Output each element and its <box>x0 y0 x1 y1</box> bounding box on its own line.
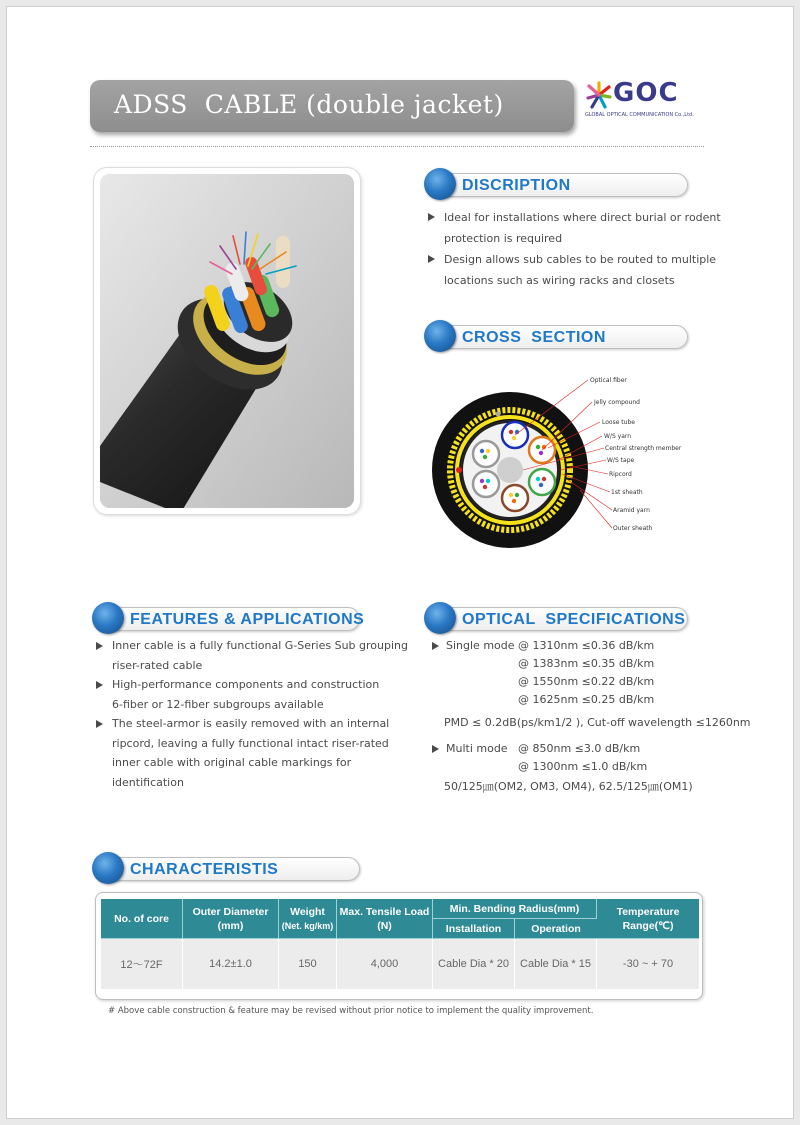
list-item: The steel-armor is easily removed with an internal ripcord, leaving a fully functional intact riser-rated inner cable with original cable markings for identification <box>90 714 408 792</box>
header-bullet-icon <box>92 852 124 884</box>
logo-subtitle: GLOBAL OPTICAL COMMUNICATION Co.,Ltd. <box>585 112 694 118</box>
cable-photo-frame <box>93 167 361 515</box>
header-installation: Installation <box>433 919 515 939</box>
cross-label: Ripcord <box>609 471 632 478</box>
cell-cores: 12～72F <box>101 939 183 989</box>
header-diameter: Outer Diameter (mm) <box>183 899 279 939</box>
triangle-bullet-icon <box>96 720 103 728</box>
cross-label: Jelly compound <box>594 399 640 406</box>
header-temperature: Temperature Range(℃) <box>597 899 699 939</box>
features-header <box>92 602 365 634</box>
triangle-bullet-icon <box>432 642 439 650</box>
cell-installation: Cable Dia * 20 <box>433 939 515 989</box>
table-row <box>101 939 699 989</box>
spec-value: @ 1383nm ≤0.35 dB/km <box>518 657 655 670</box>
characteristics-table <box>101 899 699 989</box>
divider <box>90 146 704 147</box>
cross-label: Optical fiber <box>590 377 627 384</box>
cross-label: W/S yarn <box>604 433 632 440</box>
cell-tensile: 4,000 <box>337 939 433 989</box>
single-mode-label: Single mode <box>446 639 515 652</box>
fiber-types: 50/125㎛(OM2, OM3, OM4), 62.5/125㎛(OM1) <box>444 780 693 793</box>
triangle-bullet-icon <box>432 745 439 753</box>
cross-label: Outer sheath <box>613 525 653 532</box>
spec-value: @ 850nm ≤3.0 dB/km <box>518 742 641 755</box>
cross-label: W/S tape <box>607 457 635 464</box>
cell-temperature: -30 ~ + 70 <box>597 939 699 989</box>
cross-section-heading: CROSS SECTION <box>462 329 606 346</box>
logo-name: GOC <box>613 78 679 108</box>
multi-mode-label: Multi mode <box>446 742 508 755</box>
spec-value: @ 1550nm ≤0.22 dB/km <box>518 675 655 688</box>
cross-label: Loose tube <box>602 419 635 426</box>
spec-value: @ 1625nm ≤0.25 dB/km <box>518 693 655 706</box>
cable-photo <box>100 174 354 508</box>
description-header <box>424 168 688 200</box>
list-item: High-performance components and construction 6-fiber or 12-fiber subgroups available <box>90 675 408 714</box>
cell-operation: Cable Dia * 15 <box>515 939 597 989</box>
features-heading: FEATURES & APPLICATIONS <box>130 611 365 628</box>
triangle-bullet-icon <box>428 255 435 263</box>
characteristics-table-frame <box>95 892 703 1000</box>
triangle-bullet-icon <box>96 642 103 650</box>
characteristics-header <box>92 852 360 884</box>
optical-header <box>424 602 688 634</box>
header-bullet-icon <box>424 602 456 634</box>
cross-section-diagram <box>430 370 690 550</box>
list-item: Inner cable is a fully functional G-Series Sub grouping riser-rated cable <box>90 636 408 675</box>
spec-value: @ 1310nm ≤0.36 dB/km <box>518 639 655 652</box>
header-tensile: Max. Tensile Load (N) <box>337 899 433 939</box>
footnote: # Above cable construction & feature may be revised without prior notice to implement the quality improvement. <box>108 1006 594 1016</box>
pmd-spec: PMD ≤ 0.2dB(ps/km1/2 ), Cut-off wavelength ≤1260nm <box>444 716 751 729</box>
header-bullet-icon <box>424 320 456 352</box>
cross-label: 1st sheath <box>611 489 643 496</box>
list-item: Ideal for installations where direct burial or rodent protection is required <box>422 207 721 249</box>
features-list <box>90 636 408 792</box>
cell-diameter: 14.2±1.0 <box>183 939 279 989</box>
description-heading: DISCRIPTION <box>462 177 571 194</box>
header-bullet-icon <box>424 168 456 200</box>
optical-heading: OPTICAL SPECIFICATIONS <box>462 611 686 628</box>
header-bullet-icon <box>92 602 124 634</box>
cell-weight: 150 <box>279 939 337 989</box>
logo-star-icon <box>585 80 613 110</box>
cable-illustration <box>100 174 354 508</box>
cross-label: Aramid yarn <box>613 507 650 514</box>
title-bar <box>90 80 574 132</box>
header-operation: Operation <box>515 919 597 939</box>
list-item: Design allows sub cables to be routed to multiple locations such as wiring racks and closets <box>422 249 721 291</box>
triangle-bullet-icon <box>96 681 103 689</box>
company-logo <box>585 80 715 126</box>
header-bending: Min. Bending Radius(mm) <box>433 899 597 919</box>
header-weight: Weight (Net. kg/km) <box>279 899 337 939</box>
header-cores: No. of core <box>101 899 183 939</box>
cross-label: Central strength member <box>605 445 682 452</box>
triangle-bullet-icon <box>428 213 435 221</box>
spec-value: @ 1300nm ≤1.0 dB/km <box>518 760 648 773</box>
description-list <box>422 207 721 291</box>
cross-section-header <box>424 320 688 352</box>
characteristics-heading: CHARACTERISTIS <box>130 861 279 878</box>
page-title: ADSS CABLE (double jacket) <box>114 90 504 119</box>
